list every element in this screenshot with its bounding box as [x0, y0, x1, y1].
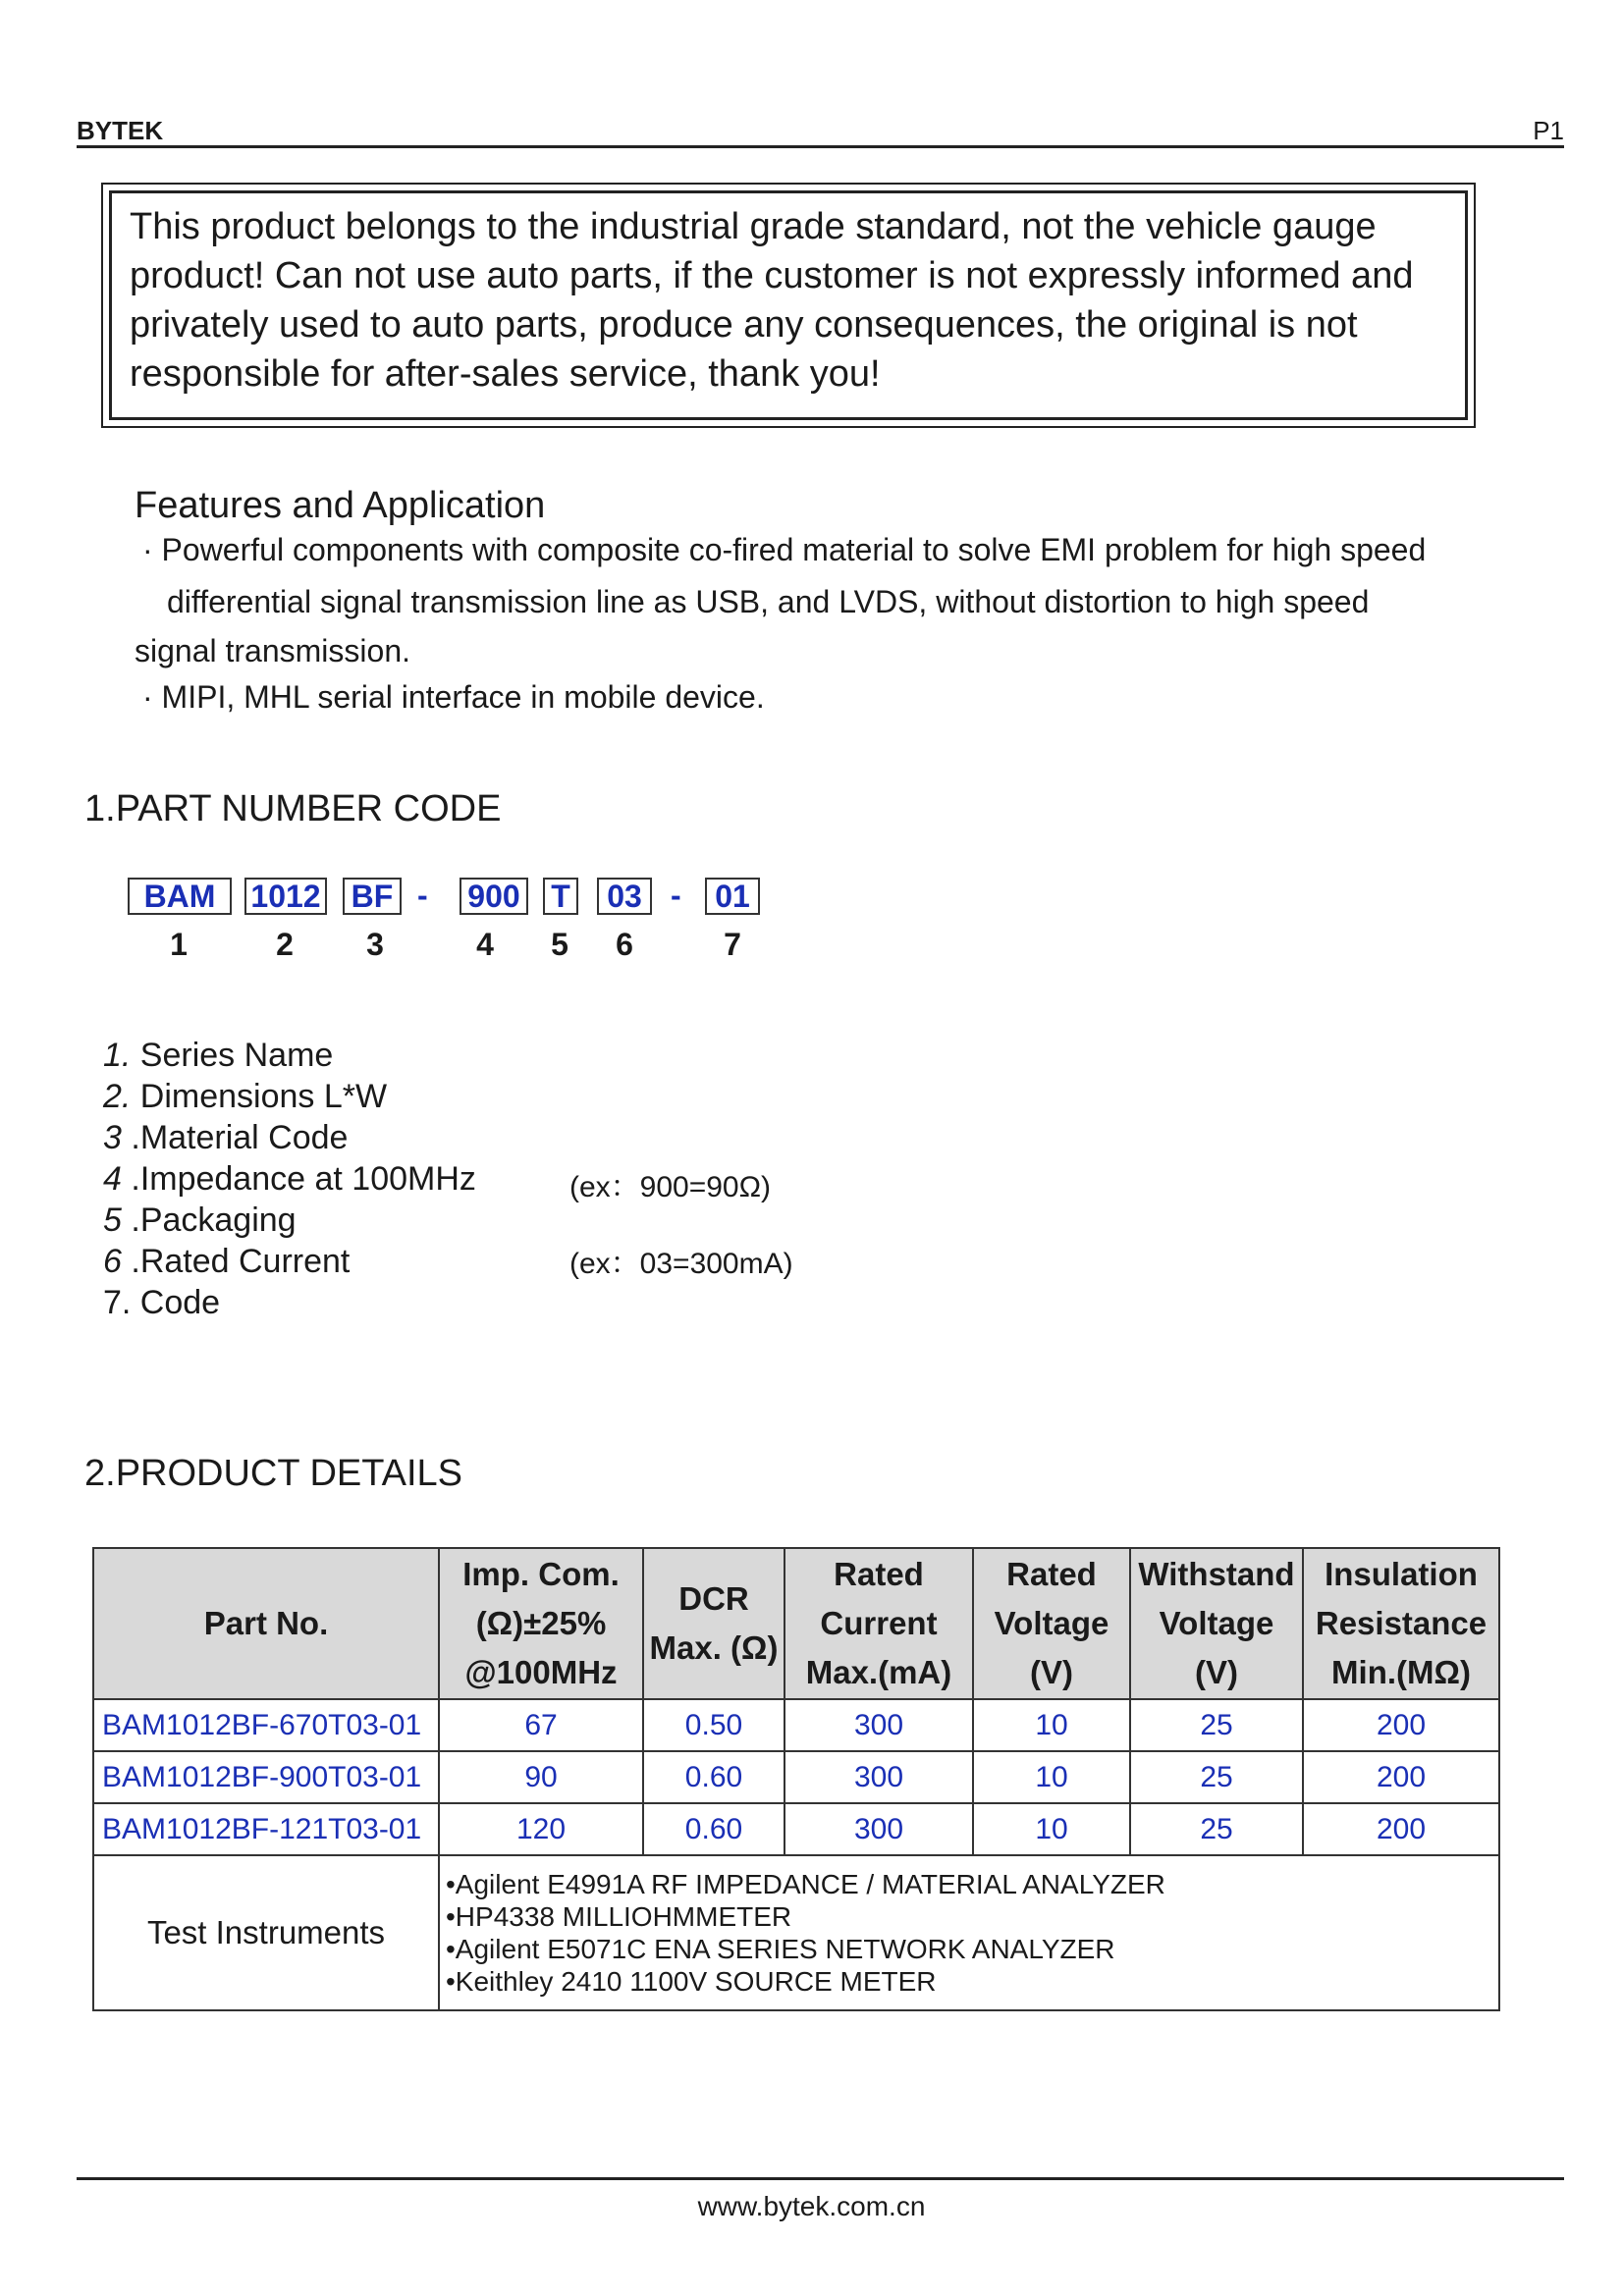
table-header-row [93, 1548, 1499, 1699]
pn-segment-current: 03 [597, 878, 652, 915]
pn-index: 1 [170, 927, 188, 962]
cell-dcr: 0.50 [643, 1699, 784, 1751]
pn-segment-dimensions: 1012 [244, 878, 327, 915]
header-line: @100MHz [464, 1654, 618, 1690]
code-label: .Material Code [121, 1119, 349, 1156]
cell-impedance: 120 [439, 1803, 643, 1855]
test-instrument-item: •Agilent E4991A RF IMPEDANCE / MATERIAL ANALYZER [446, 1869, 1165, 1899]
code-list-item [103, 1243, 350, 1281]
feature-bullet-1-line-3: signal transmission. [135, 633, 410, 668]
table-row [93, 1699, 1499, 1751]
header-line: (V) [1030, 1654, 1073, 1690]
pn-dash: - [417, 878, 428, 913]
cell-withstand-voltage: 25 [1130, 1803, 1303, 1855]
brand-name: BYTEK [77, 116, 164, 145]
cell-rated-current: 300 [784, 1751, 973, 1803]
cell-part-no: BAM1012BF-670T03-01 [93, 1699, 439, 1751]
header-divider [77, 145, 1564, 148]
code-example: (ex：03=300mA) [569, 1248, 793, 1280]
feature-bullet-2: · MIPI, MHL serial interface in mobile device. [142, 679, 765, 715]
cell-rated-voltage: 10 [973, 1751, 1130, 1803]
cell-rated-voltage: 10 [973, 1803, 1130, 1855]
code-label: Code [131, 1284, 221, 1321]
header-rated-voltage [973, 1548, 1130, 1699]
code-number: 3 [103, 1119, 122, 1156]
test-instrument-item: •Agilent E5071C ENA SERIES NETWORK ANALYZER [446, 1934, 1115, 1964]
features-title: Features and Application [135, 485, 546, 526]
footer-divider [77, 2177, 1564, 2180]
notice-text [130, 202, 1465, 399]
header-line: Resistance [1315, 1605, 1488, 1641]
cell-dcr: 0.60 [643, 1751, 784, 1803]
pn-segment-series: BAM [128, 878, 232, 915]
header-dcr [643, 1548, 784, 1699]
code-number: 7. [103, 1284, 132, 1321]
table-row [93, 1803, 1499, 1855]
code-label: .Impedance at 100MHz [121, 1160, 476, 1198]
product-details-section-title: 2.PRODUCT DETAILS [84, 1453, 463, 1494]
page-number: P1 [1533, 116, 1564, 145]
cell-insulation-resistance: 200 [1303, 1699, 1499, 1751]
code-example: (ex：900=90Ω) [569, 1171, 772, 1203]
cell-rated-current: 300 [784, 1699, 973, 1751]
code-list-item [103, 1160, 476, 1199]
header-line: Min.(MΩ) [1331, 1654, 1471, 1690]
header-line: (Ω)±25% [475, 1605, 607, 1641]
pn-dash: - [671, 878, 681, 913]
code-label: .Packaging [121, 1201, 297, 1239]
code-label: .Rated Current [121, 1243, 351, 1280]
cell-rated-current: 300 [784, 1803, 973, 1855]
pn-index: 3 [366, 927, 384, 962]
header-line: Max. (Ω) [649, 1629, 779, 1666]
pn-segment-material: BF [343, 878, 402, 915]
test-instrument-item: •Keithley 2410 1100V SOURCE METER [446, 1966, 937, 1997]
test-instruments-label: Test Instruments [93, 1855, 439, 2010]
cell-impedance: 67 [439, 1699, 643, 1751]
code-list-item [103, 1119, 348, 1157]
header-insulation-resistance [1303, 1548, 1499, 1699]
footer-website: www.bytek.com.cn [697, 2191, 926, 2221]
cell-part-no: BAM1012BF-121T03-01 [93, 1803, 439, 1855]
cell-part-no: BAM1012BF-900T03-01 [93, 1751, 439, 1803]
header-line: Part No. [203, 1605, 329, 1641]
notice-line: responsible for after-sales service, thank you! [130, 353, 881, 395]
header-line: Withstand [1138, 1556, 1295, 1592]
pn-segment-packaging: T [543, 878, 578, 915]
header-line: DCR [678, 1580, 749, 1617]
cell-withstand-voltage: 25 [1130, 1699, 1303, 1751]
notice-line: This product belongs to the industrial grade standard, not the vehicle gauge [130, 206, 1377, 247]
cell-insulation-resistance: 200 [1303, 1803, 1499, 1855]
cell-rated-voltage: 10 [973, 1699, 1130, 1751]
pn-segment-impedance: 900 [460, 878, 528, 915]
header-line: Max.(mA) [805, 1654, 952, 1690]
code-list-item [103, 1037, 333, 1075]
header-line: Current [820, 1605, 938, 1641]
header-part-no [93, 1548, 439, 1699]
pn-index: 2 [276, 927, 294, 962]
table-row [93, 1751, 1499, 1803]
header-withstand-voltage [1130, 1548, 1303, 1699]
header-line: Imp. Com. [462, 1556, 620, 1592]
code-list-item [103, 1284, 220, 1322]
product-details-table [92, 1547, 1500, 2011]
feature-bullet-1-line-1: · Powerful components with composite co-fired material to solve EMI problem for high speed [142, 532, 1427, 567]
notice-line: product! Can not use auto parts, if the customer is not expressly informed and [130, 255, 1414, 296]
code-number: 6 [103, 1243, 122, 1280]
code-number: 5 [103, 1201, 122, 1239]
header-line: Voltage [1159, 1605, 1274, 1641]
code-label: Dimensions L*W [131, 1078, 388, 1115]
header-line: Rated [834, 1556, 924, 1592]
header-rated-current [784, 1548, 973, 1699]
header-impedance [439, 1548, 643, 1699]
pn-segment-code: 01 [705, 878, 760, 915]
feature-bullet-1-line-2: differential signal transmission line as USB, and LVDS, without distortion to high speed [167, 584, 1370, 619]
code-number: 1. [103, 1037, 132, 1074]
header-line: Insulation [1325, 1556, 1478, 1592]
header-line: Rated [1006, 1556, 1097, 1592]
notice-line: privately used to auto parts, produce any consequences, the original is not [130, 304, 1358, 346]
pn-index: 4 [476, 927, 494, 962]
part-number-section-title: 1.PART NUMBER CODE [84, 788, 502, 829]
code-number: 2. [103, 1078, 132, 1115]
code-list-item [103, 1201, 297, 1240]
pn-index: 7 [724, 927, 741, 962]
test-instrument-item: •HP4338 MILLIOHMMETER [446, 1901, 792, 1932]
header-line: Voltage [994, 1605, 1109, 1641]
cell-insulation-resistance: 200 [1303, 1751, 1499, 1803]
pn-index: 6 [616, 927, 633, 962]
test-instruments-list [439, 1855, 1499, 2010]
code-list-item [103, 1078, 387, 1116]
test-instruments-row [93, 1855, 1499, 2010]
pn-index: 5 [551, 927, 568, 962]
cell-withstand-voltage: 25 [1130, 1751, 1303, 1803]
code-number: 4 [103, 1160, 122, 1198]
cell-dcr: 0.60 [643, 1803, 784, 1855]
cell-impedance: 90 [439, 1751, 643, 1803]
header-line: (V) [1195, 1654, 1238, 1690]
code-label: Series Name [131, 1037, 334, 1074]
